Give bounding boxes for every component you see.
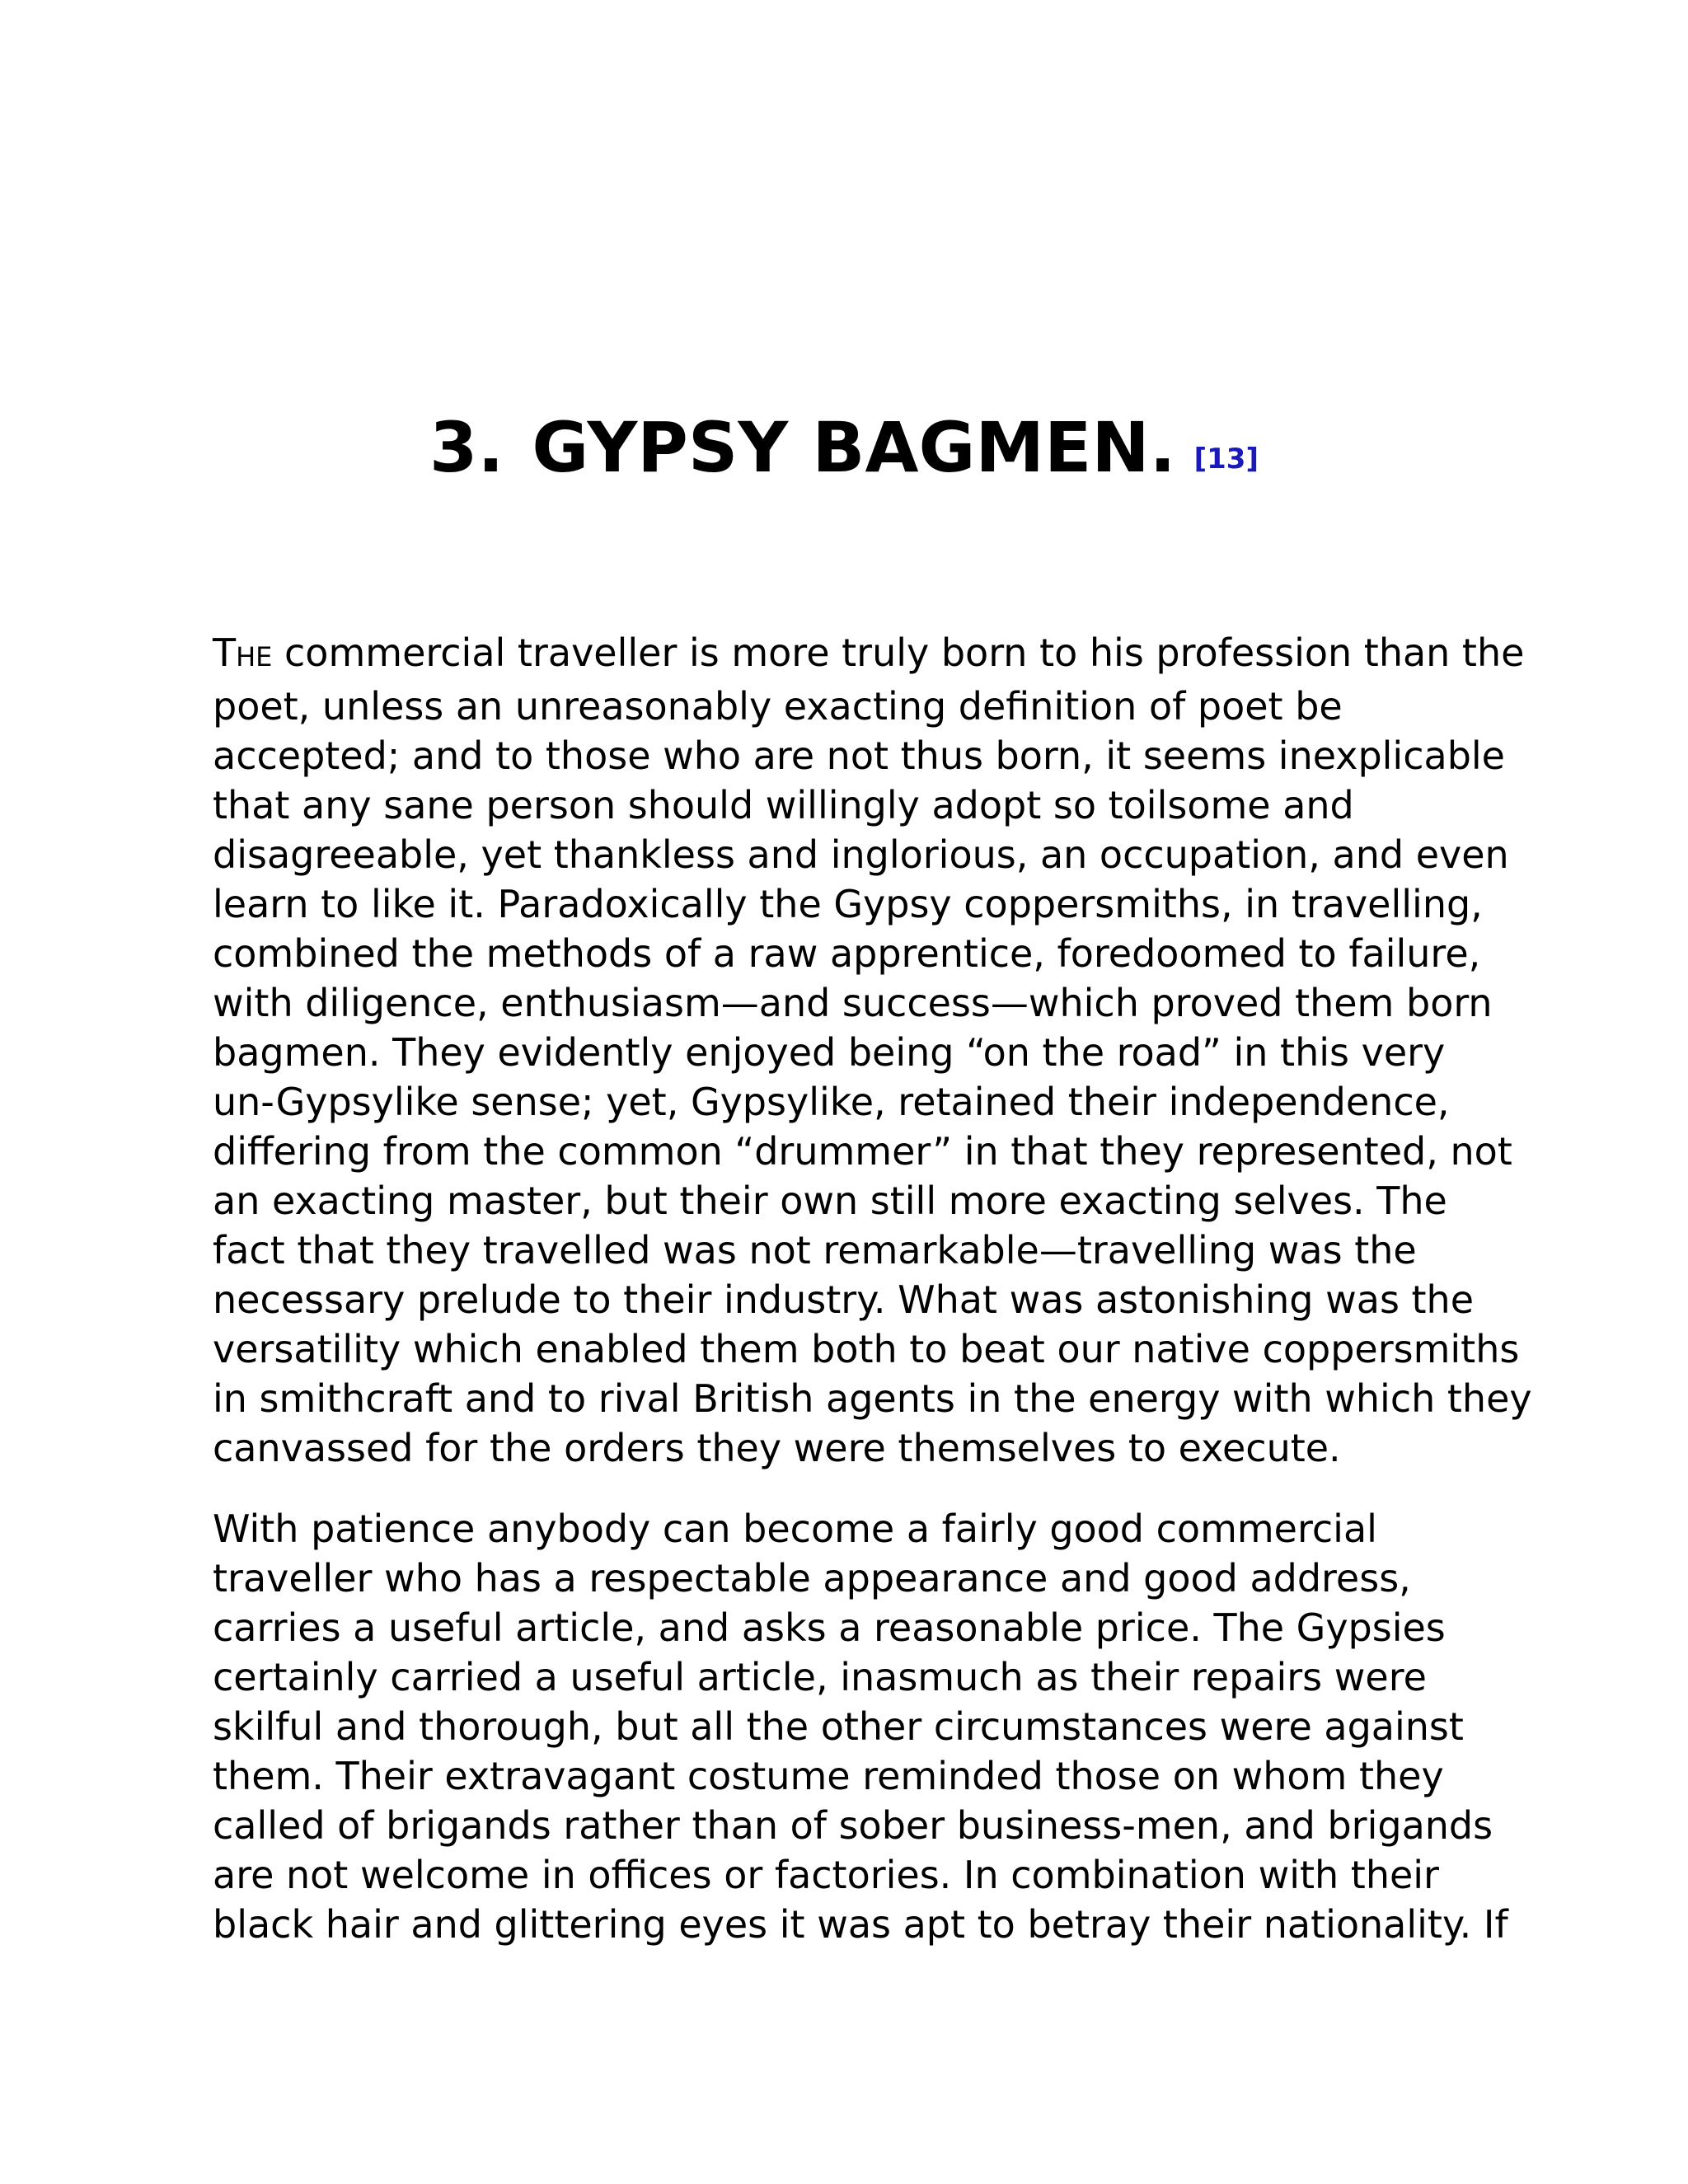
small-caps-initial: T <box>213 630 237 675</box>
text-line <box>213 1176 1498 1226</box>
line-text: carries a useful article, and asks a reasonable price. The Gypsies <box>213 1605 1446 1650</box>
line-text: differing from the common “drummer” in that they represented, not <box>213 1129 1512 1174</box>
line-text: necessary prelude to their industry. What was astonishing was the <box>213 1277 1475 1322</box>
text-line <box>213 1850 1498 1900</box>
line-text: combined the methods of a raw apprentice, foredoomed to failure, <box>213 931 1481 976</box>
text-line <box>213 1603 1498 1652</box>
line-text: in smithcraft and to rival British agents in the energy with which they <box>213 1376 1532 1421</box>
line-text: are not welcome in offices or factories. In combination with their <box>213 1853 1439 1897</box>
body-text <box>213 628 1532 1949</box>
line-text: versatility which enabled them both to beat our native coppersmiths <box>213 1327 1520 1371</box>
line-text: With patience anybody can become a fairly good commercial <box>213 1507 1377 1551</box>
text-line <box>213 1900 1508 1949</box>
line-text: poet, unless an unreasonably exacting definition of poet be <box>213 684 1343 729</box>
text-line <box>213 682 1498 731</box>
line-text: certainly carried a useful article, inasmuch as their repairs were <box>213 1655 1427 1699</box>
text-line <box>213 1702 1498 1751</box>
text-line <box>213 731 1505 780</box>
line-text: skilful and thorough, but all the other circumstances were against <box>213 1704 1464 1749</box>
text-line <box>213 1423 1498 1473</box>
line-text: them. Their extravagant costume reminded those on whom they <box>213 1754 1444 1798</box>
line-text: learn to like it. Paradoxically the Gypsy coppersmiths, in travelling, <box>213 882 1483 926</box>
line-text: accepted; and to those who are not thus born, it seems inexplicable <box>213 733 1505 778</box>
paragraph-1 <box>213 628 1532 1473</box>
line-text: fact that they travelled was not remarkable—travelling was the <box>213 1228 1417 1272</box>
text-line <box>213 1554 1498 1603</box>
line-text: bagmen. They evidently enjoyed being “on the road” in this very <box>213 1030 1446 1075</box>
chapter-heading <box>0 402 1688 493</box>
text-line <box>213 879 1498 929</box>
text-line <box>213 929 1498 978</box>
text-line <box>213 1801 1498 1850</box>
line-text: traveller who has a respectable appearance and good address, <box>213 1556 1411 1601</box>
text-line <box>213 1226 1498 1275</box>
chapter-number: 3. <box>429 407 504 488</box>
line-text: called of brigands rather than of sober business-men, and brigands <box>213 1803 1493 1848</box>
text-line <box>213 1324 1520 1374</box>
text-line <box>213 1504 1498 1554</box>
text-line <box>213 1652 1498 1702</box>
line-text: that any sane person should willingly adopt so toilsome and <box>213 783 1354 827</box>
footnote-link[interactable]: [13] <box>1193 443 1259 476</box>
text-line <box>213 1077 1498 1127</box>
text-line <box>213 1374 1532 1423</box>
text-line <box>213 978 1498 1028</box>
line-text: an exacting master, but their own still more exacting selves. The <box>213 1179 1447 1223</box>
text-line <box>213 780 1498 830</box>
line-text: black hair and glittering eyes it was apt to betray their nationality. If <box>213 1902 1508 1947</box>
text-line <box>213 830 1509 879</box>
line-text: un-Gypsylike sense; yet, Gypsylike, retained their independence, <box>213 1080 1450 1124</box>
text-line <box>213 628 1525 682</box>
line-text: disagreeable, yet thankless and inglorious, an occupation, and even <box>213 832 1509 877</box>
text-line <box>213 1751 1498 1801</box>
chapter-title: GYPSY BAGMEN. <box>532 407 1176 488</box>
text-line <box>213 1275 1498 1324</box>
text-line <box>213 1127 1512 1176</box>
line-text: canvassed for the orders they were themselves to execute. <box>213 1426 1341 1470</box>
paragraph-2 <box>213 1504 1508 1949</box>
text-line <box>213 1028 1498 1077</box>
line-text: with diligence, enthusiasm—and success—which proved them born <box>213 981 1493 1025</box>
small-caps-rest: HE <box>236 641 273 673</box>
line-text: commercial traveller is more truly born to his profession than the <box>272 630 1525 675</box>
